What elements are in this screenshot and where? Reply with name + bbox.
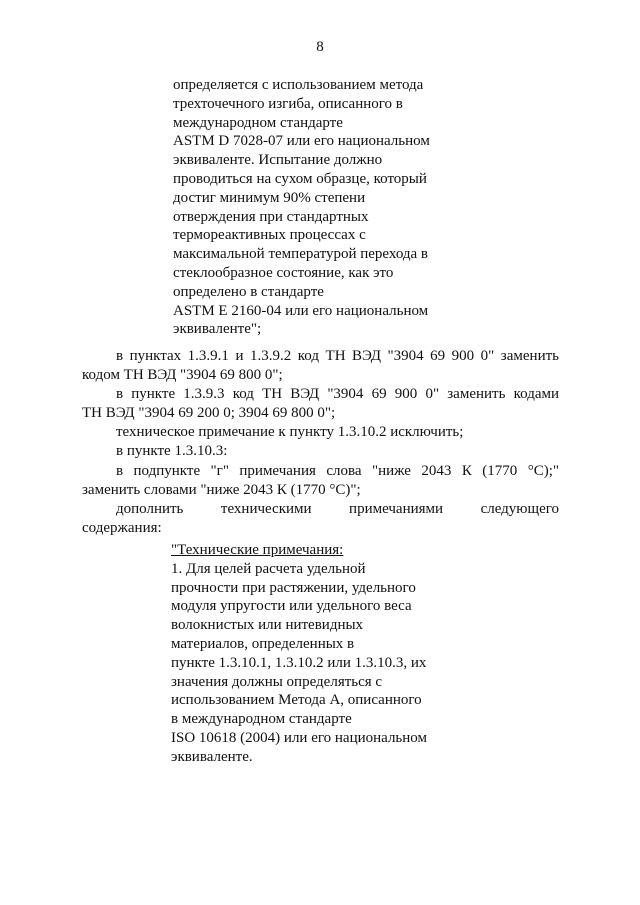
- quote-line: трехточечного изгиба, описанного в: [173, 95, 403, 112]
- amendment-paragraph-6: [82, 500, 559, 538]
- note-line: пункте 1.3.10.1, 1.3.10.2 или 1.3.10.3, их: [171, 654, 427, 671]
- quote-line: стеклообразное состояние, как это: [173, 264, 394, 281]
- quote-line: проводиться на сухом образце, который: [173, 170, 427, 187]
- body-line: заменить словами "ниже 2043 К (1770 °С)";: [82, 482, 361, 498]
- note-line: материалов, определенных в: [171, 635, 355, 652]
- quote-line: определено в стандарте: [173, 283, 324, 300]
- amendment-paragraph-1: [82, 347, 559, 385]
- quote-line: отверждения при стандартных: [173, 208, 369, 225]
- body-line: в подпункте "г" примечания слова "ниже 2043 К (1770 °С);": [116, 463, 559, 479]
- note-line: эквиваленте.: [171, 748, 253, 765]
- body-line: в пункте 1.3.9.3 код ТН ВЭД "3904 69 900 0" заменить кодами: [116, 386, 559, 402]
- technical-notes-block: [171, 541, 427, 767]
- body-line: содержания:: [82, 520, 162, 536]
- amendment-paragraph-2: [82, 385, 559, 423]
- note-line: волокнистых или нитевидных: [171, 617, 364, 634]
- note-line: ISO 10618 (2004) или его национальном: [171, 729, 428, 746]
- quote-line: эквиваленте";: [173, 321, 262, 338]
- quote-line: ASTM D 7028-07 или его национальном: [173, 133, 430, 150]
- amendment-paragraph-3: [82, 423, 559, 442]
- technical-notes-heading: "Технические примечания:: [171, 542, 344, 558]
- page-number: 8: [316, 39, 324, 55]
- body-line: в пунктах 1.3.9.1 и 1.3.9.2 код ТН ВЭД "3904 69 900 0" заменить: [116, 348, 559, 364]
- quoted-text-block: [173, 76, 430, 339]
- amendment-paragraph-4: [82, 442, 559, 461]
- note-line: в международном стандарте: [171, 711, 352, 728]
- body-line: ТН ВЭД "3904 69 200 0; 3904 69 800 0";: [82, 405, 336, 421]
- note-line: 1. Для целей расчета удельной: [171, 560, 366, 577]
- note-line: прочности при растяжении, удельного: [171, 579, 416, 596]
- quote-line: международном стандарте: [173, 114, 343, 131]
- quote-line: эквиваленте. Испытание должно: [173, 152, 383, 169]
- quote-line: термореактивных процессах с: [173, 227, 366, 244]
- body-line: кодом ТН ВЭД "3904 69 800 0";: [82, 367, 283, 383]
- body-line: в пункте 1.3.10.3:: [116, 443, 228, 459]
- quote-line: определяется с использованием метода: [173, 77, 424, 93]
- body-line: дополнить техническими примечаниями следующего: [116, 501, 559, 517]
- body-line: техническое примечание к пункту 1.3.10.2 исключить;: [116, 424, 464, 440]
- amendment-paragraph-5: [82, 462, 559, 500]
- quote-line: достиг минимум 90% степени: [173, 189, 366, 206]
- note-line: использованием Метода А, описанного: [171, 692, 422, 709]
- quote-line: максимальной температурой перехода в: [173, 246, 429, 263]
- note-line: значения должны определяться с: [171, 673, 383, 690]
- note-line: модуля упругости или удельного веса: [171, 598, 412, 615]
- quote-line: ASTM E 2160-04 или его национальном: [173, 302, 429, 319]
